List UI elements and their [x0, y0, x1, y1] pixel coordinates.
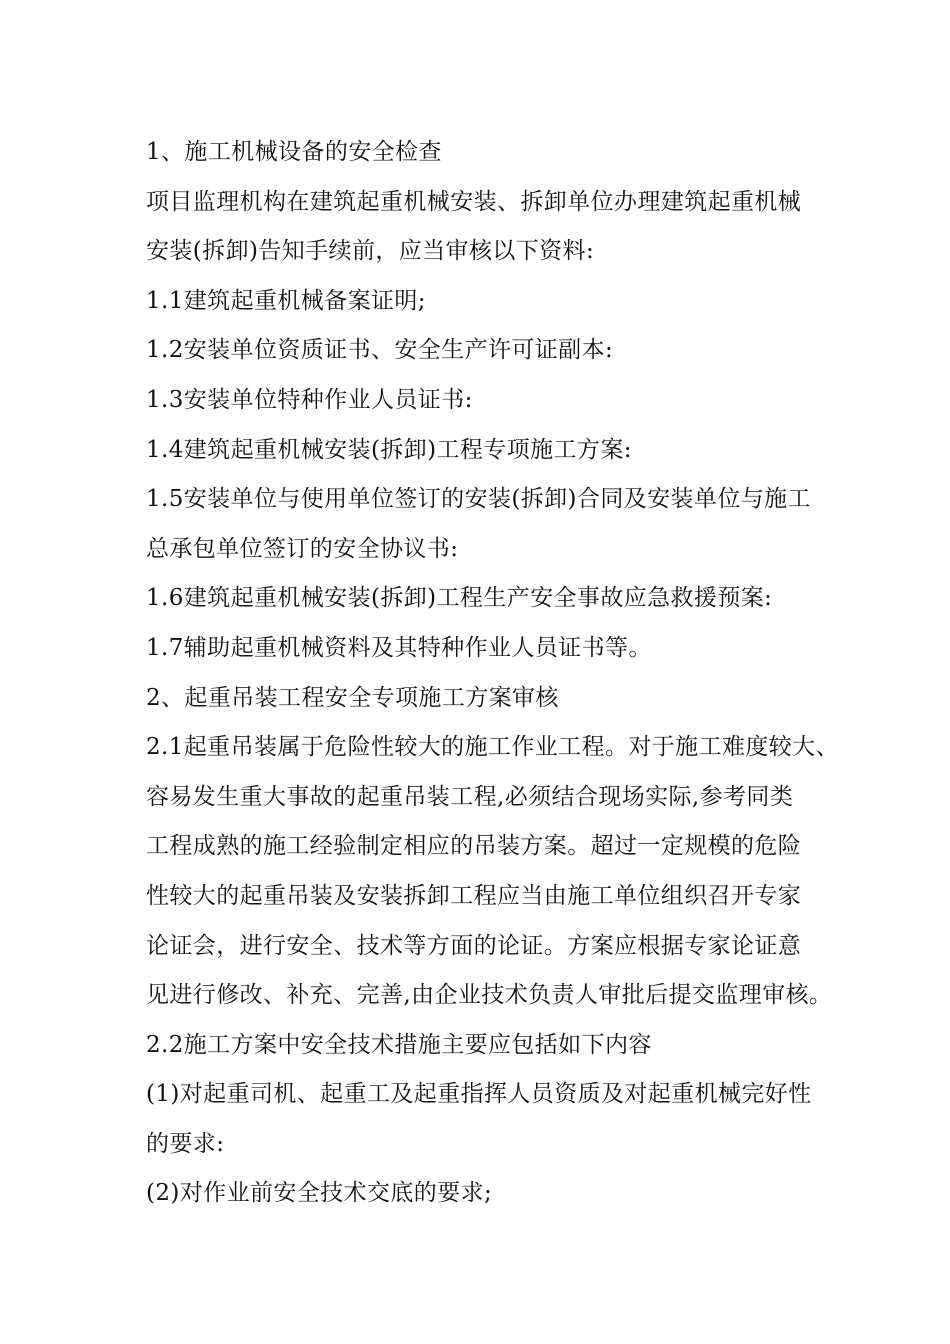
list-item-1-5: 1.5安装单位与使用单位签订的安装(拆卸)合同及安装单位与施工	[146, 486, 811, 513]
list-item-1-4: 1.4建筑起重机械安装(拆卸)工程专项施工方案:	[146, 436, 632, 463]
paragraph-2-1-line: 性较大的起重吊装及安装拆卸工程应当由施工单位组织召开专家	[146, 882, 802, 909]
list-item-1-6: 1.6建筑起重机械安装(拆卸)工程生产安全事故应急救援预案:	[146, 585, 773, 612]
list-item-paren-1-continued: 的要求:	[146, 1130, 225, 1157]
paragraph-2-1-line: 容易发生重大事故的起重吊装工程,必须结合现场实际,参考同类	[146, 783, 794, 810]
paragraph-line: 项目监理机构在建筑起重机械安装、拆卸单位办理建筑起重机械	[146, 188, 802, 215]
list-item-paren-1: (1)对起重司机、起重工及起重指挥人员资质及对起重机械完好性	[146, 1081, 812, 1108]
section-heading-2: 2、起重吊装工程安全专项施工方案审核	[146, 684, 559, 711]
paragraph-2-1-line: 论证会，进行安全、技术等方面的论证。方案应根据专家论证意	[146, 932, 802, 959]
document-body	[146, 128, 839, 1219]
paragraph-2-1-line: 见进行修改、补充、完善,由企业技术负责人审批后提交监理审核。	[146, 982, 833, 1009]
list-item-1-7: 1.7辅助起重机械资料及其特种作业人员证书等。	[146, 634, 652, 661]
paragraph-2-1-line: 2.1起重吊装属于危险性较大的施工作业工程。对于施工难度较大、	[146, 734, 839, 761]
paragraph-line: 安装(拆卸)告知手续前，应当审核以下资料:	[146, 238, 595, 265]
list-item-1-1: 1.1建筑起重机械备案证明;	[146, 287, 426, 314]
paragraph-2-2: 2.2施工方案中安全技术措施主要应包括如下内容	[146, 1031, 652, 1058]
list-item-1-5-continued: 总承包单位签订的安全协议书:	[146, 535, 459, 562]
section-heading-1: 1、施工机械设备的安全检查	[146, 139, 442, 165]
paragraph-2-1-line: 工程成熟的施工经验制定相应的吊装方案。超过一定规模的危险	[146, 833, 802, 860]
list-item-1-2: 1.2安装单位资质证书、安全生产许可证副本:	[146, 337, 614, 364]
list-item-1-3: 1.3安装单位特种作业人员证书:	[146, 386, 473, 413]
list-item-paren-2: (2)对作业前安全技术交底的要求;	[146, 1180, 493, 1207]
